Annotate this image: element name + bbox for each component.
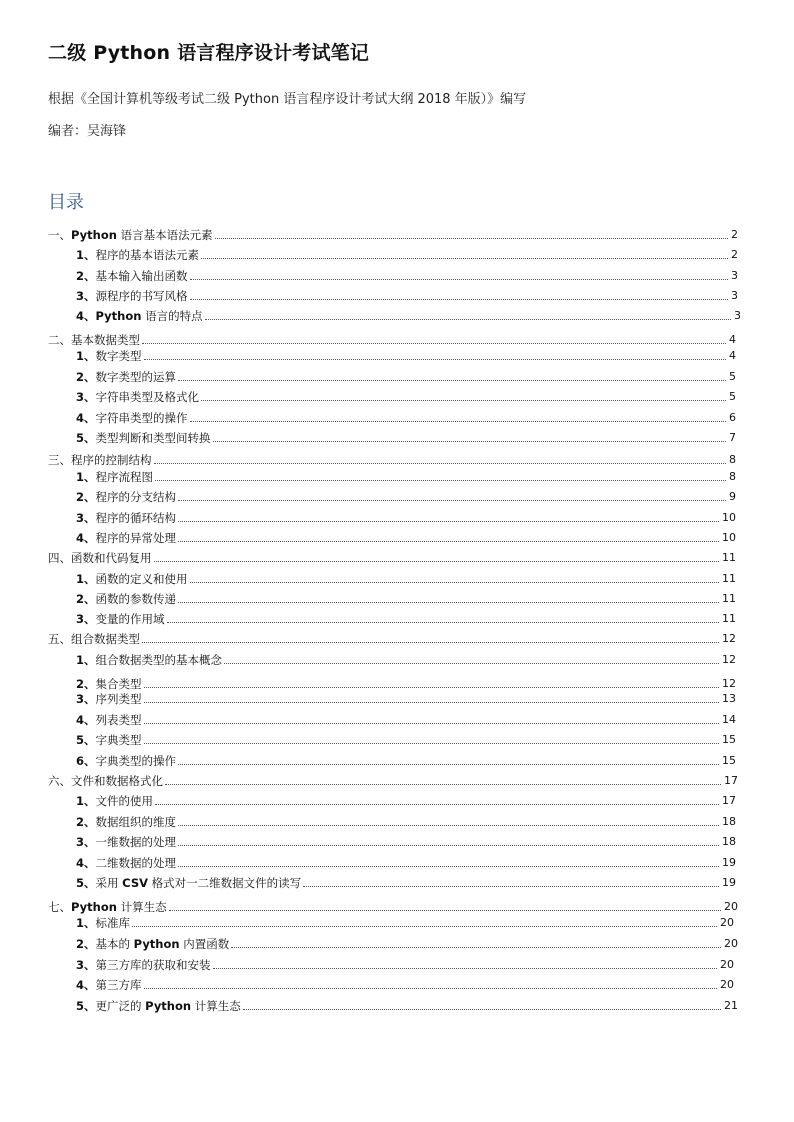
toc-item-4-3[interactable] — [76, 610, 736, 626]
toc-item-label: 4、程序的异常处理 — [76, 531, 177, 545]
toc-item-label: 3、字符串类型及格式化 — [76, 390, 200, 404]
toc-item-label: 3、序列类型 — [76, 692, 142, 706]
toc-item-label: 2、函数的参数传递 — [76, 592, 177, 606]
toc-item-6-1[interactable] — [76, 792, 736, 808]
toc-item-4-1[interactable] — [76, 570, 736, 586]
toc-item-7-1[interactable] — [76, 914, 734, 930]
toc-section-label: 四、函数和代码复用 — [48, 551, 152, 565]
dot-leader — [243, 1009, 721, 1010]
toc-page-number: 5 — [729, 390, 736, 403]
toc-page-number: 3 — [734, 309, 741, 322]
dot-leader — [303, 886, 719, 887]
toc-item-label: 3、第三方库的获取和安装 — [76, 958, 211, 972]
toc-page-number: 11 — [722, 612, 736, 625]
document-title: 二级 Python 语言程序设计考试笔记 — [48, 42, 370, 64]
toc-page-number: 12 — [722, 677, 736, 690]
toc-page-number: 5 — [729, 370, 736, 383]
toc-item-5-3[interactable] — [76, 690, 736, 706]
toc-item-2-3[interactable] — [76, 388, 736, 404]
toc-item-label: 2、集合类型 — [76, 677, 142, 691]
dot-leader — [178, 866, 719, 867]
toc-page-number: 8 — [729, 453, 736, 466]
dot-leader — [231, 947, 721, 948]
toc-item-1-1[interactable] — [76, 246, 738, 262]
toc-page-number: 3 — [731, 289, 738, 302]
dot-leader — [213, 968, 717, 969]
toc-item-label: 4、第三方库 — [76, 978, 142, 992]
toc-item-5-1[interactable] — [76, 651, 736, 667]
dot-leader — [154, 561, 720, 562]
toc-item-5-5[interactable] — [76, 731, 736, 747]
toc-page-number: 15 — [722, 733, 736, 746]
toc-item-6-2[interactable] — [76, 813, 736, 829]
toc-section-label: 二、基本数据类型 — [48, 333, 140, 347]
dot-leader — [178, 380, 726, 381]
toc-page-number: 3 — [731, 269, 738, 282]
toc-item-3-3[interactable] — [76, 509, 736, 525]
toc-item-label: 2、数字类型的运算 — [76, 370, 177, 384]
toc-item-label: 1、标准库 — [76, 916, 131, 930]
toc-item-2-2[interactable] — [76, 368, 736, 384]
toc-page-number: 11 — [722, 551, 736, 564]
toc-section-2[interactable] — [48, 331, 736, 347]
dot-leader — [144, 687, 719, 688]
toc-section-label: 五、组合数据类型 — [48, 632, 140, 646]
toc-item-label: 4、二维数据的处理 — [76, 856, 177, 870]
toc-item-3-4[interactable] — [76, 529, 736, 545]
toc-page-number: 6 — [729, 411, 736, 424]
toc-page-number: 18 — [722, 835, 736, 848]
dot-leader — [178, 602, 719, 603]
toc-page-number: 19 — [722, 856, 736, 869]
dot-leader — [205, 319, 731, 320]
dot-leader — [169, 910, 721, 911]
toc-item-label: 1、文件的使用 — [76, 794, 154, 808]
toc-item-label: 5、类型判断和类型间转换 — [76, 431, 211, 445]
toc-section-3[interactable] — [48, 451, 736, 467]
toc-item-7-5[interactable] — [76, 997, 738, 1013]
toc-item-label: 3、程序的循环结构 — [76, 511, 177, 525]
dot-leader — [190, 299, 728, 300]
dot-leader — [178, 521, 719, 522]
toc-item-5-6[interactable] — [76, 752, 736, 768]
toc-page-number: 10 — [722, 511, 736, 524]
toc-page-number: 12 — [722, 653, 736, 666]
dot-leader — [155, 480, 726, 481]
toc-item-7-4[interactable] — [76, 976, 734, 992]
dot-leader — [190, 582, 719, 583]
toc-page-number: 18 — [722, 815, 736, 828]
toc-item-2-4[interactable] — [76, 409, 736, 425]
toc-item-3-1[interactable] — [76, 468, 736, 484]
toc-page-number: 8 — [729, 470, 736, 483]
toc-section-label: 七、Python 计算生态 — [48, 900, 167, 914]
toc-item-4-2[interactable] — [76, 590, 736, 606]
toc-item-6-4[interactable] — [76, 854, 736, 870]
dot-leader — [144, 702, 719, 703]
toc-item-label: 4、列表类型 — [76, 713, 142, 727]
dot-leader — [178, 541, 719, 542]
dot-leader — [190, 279, 728, 280]
toc-page-number: 9 — [729, 490, 736, 503]
dot-leader — [142, 343, 726, 344]
dot-leader — [144, 723, 719, 724]
dot-leader — [165, 784, 721, 785]
toc-item-label: 6、字典类型的操作 — [76, 754, 177, 768]
toc-page-number: 12 — [722, 632, 736, 645]
toc-page-number: 4 — [729, 349, 736, 362]
dot-leader — [178, 500, 726, 501]
toc-page-number: 2 — [731, 228, 738, 241]
toc-section-label: 三、程序的控制结构 — [48, 453, 152, 467]
toc-item-7-3[interactable] — [76, 956, 734, 972]
toc-item-5-4[interactable] — [76, 711, 736, 727]
toc-page-number: 11 — [722, 592, 736, 605]
toc-page-number: 10 — [722, 531, 736, 544]
toc-page-number: 4 — [729, 333, 736, 346]
dot-leader — [167, 622, 719, 623]
document-subtitle: 根据《全国计算机等级考试二级 Python 语言程序设计考试大纲 2018 年版）》编写 — [48, 92, 527, 107]
toc-item-label: 2、程序的分支结构 — [76, 490, 177, 504]
document-author: 编者：吴海锋 — [48, 124, 127, 139]
toc-item-label: 3、源程序的书写风格 — [76, 289, 188, 303]
toc-page-number: 17 — [722, 794, 736, 807]
toc-item-label: 4、Python 语言的特点 — [76, 309, 203, 323]
toc-section-6[interactable] — [48, 772, 738, 788]
dot-leader — [201, 400, 726, 401]
toc-item-2-1[interactable] — [76, 347, 736, 363]
dot-leader — [178, 764, 719, 765]
toc-item-5-2[interactable] — [76, 675, 736, 691]
toc-item-label: 5、更广泛的 Python 计算生态 — [76, 999, 241, 1013]
toc-page-number: 15 — [722, 754, 736, 767]
toc-item-1-4[interactable] — [76, 307, 741, 323]
toc-section-label: 一、Python 语言基本语法元素 — [48, 228, 213, 242]
toc-item-label: 1、函数的定义和使用 — [76, 572, 188, 586]
dot-leader — [144, 359, 726, 360]
toc-section-label: 六、文件和数据格式化 — [48, 774, 163, 788]
dot-leader — [178, 825, 719, 826]
toc-section-1[interactable] — [48, 226, 738, 242]
toc-item-1-3[interactable] — [76, 287, 738, 303]
toc-item-3-2[interactable] — [76, 488, 736, 504]
toc-section-4[interactable] — [48, 549, 736, 565]
toc-item-label: 1、数字类型 — [76, 349, 142, 363]
dot-leader — [201, 258, 728, 259]
toc-page-number: 7 — [729, 431, 736, 444]
toc-item-label: 2、基本输入输出函数 — [76, 269, 188, 283]
toc-item-label: 5、字典类型 — [76, 733, 142, 747]
toc-item-2-5[interactable] — [76, 429, 736, 445]
toc-page-number: 17 — [724, 774, 738, 787]
dot-leader — [155, 804, 719, 805]
toc-item-label: 2、数据组织的维度 — [76, 815, 177, 829]
dot-leader — [215, 238, 728, 239]
toc-page-number: 20 — [724, 937, 738, 950]
dot-leader — [190, 421, 726, 422]
toc-item-label: 1、程序的基本语法元素 — [76, 248, 200, 262]
dot-leader — [224, 663, 719, 664]
toc-page-number: 11 — [722, 572, 736, 585]
toc-page-number: 20 — [724, 900, 738, 913]
toc-item-label: 1、程序流程图 — [76, 470, 154, 484]
dot-leader — [142, 642, 719, 643]
toc-heading: 目录 — [48, 192, 84, 213]
toc-page-number: 21 — [724, 999, 738, 1012]
toc-page-number: 2 — [731, 248, 738, 261]
toc-page-number: 19 — [722, 876, 736, 889]
toc-item-label: 4、字符串类型的操作 — [76, 411, 188, 425]
toc-item-label: 5、采用 CSV 格式对一二维数据文件的读写 — [76, 876, 302, 890]
dot-leader — [178, 845, 719, 846]
toc-item-7-2[interactable] — [76, 935, 738, 951]
toc-page-number: 14 — [722, 713, 736, 726]
toc-page-number: 13 — [722, 692, 736, 705]
toc-section-5[interactable] — [48, 630, 736, 646]
toc-item-6-5[interactable] — [76, 874, 736, 890]
dot-leader — [144, 743, 719, 744]
dot-leader — [132, 926, 717, 927]
dot-leader — [154, 463, 727, 464]
toc-item-label: 3、一维数据的处理 — [76, 835, 177, 849]
toc-item-6-3[interactable] — [76, 833, 736, 849]
dot-leader — [144, 988, 717, 989]
toc-page-number: 20 — [720, 916, 734, 929]
toc-page-number: 20 — [720, 978, 734, 991]
dot-leader — [213, 441, 726, 442]
toc-item-1-2[interactable] — [76, 267, 738, 283]
toc-section-7[interactable] — [48, 898, 738, 914]
toc-page-number: 20 — [720, 958, 734, 971]
toc-item-label: 2、基本的 Python 内置函数 — [76, 937, 230, 951]
toc-item-label: 3、变量的作用域 — [76, 612, 165, 626]
toc-item-label: 1、组合数据类型的基本概念 — [76, 653, 223, 667]
